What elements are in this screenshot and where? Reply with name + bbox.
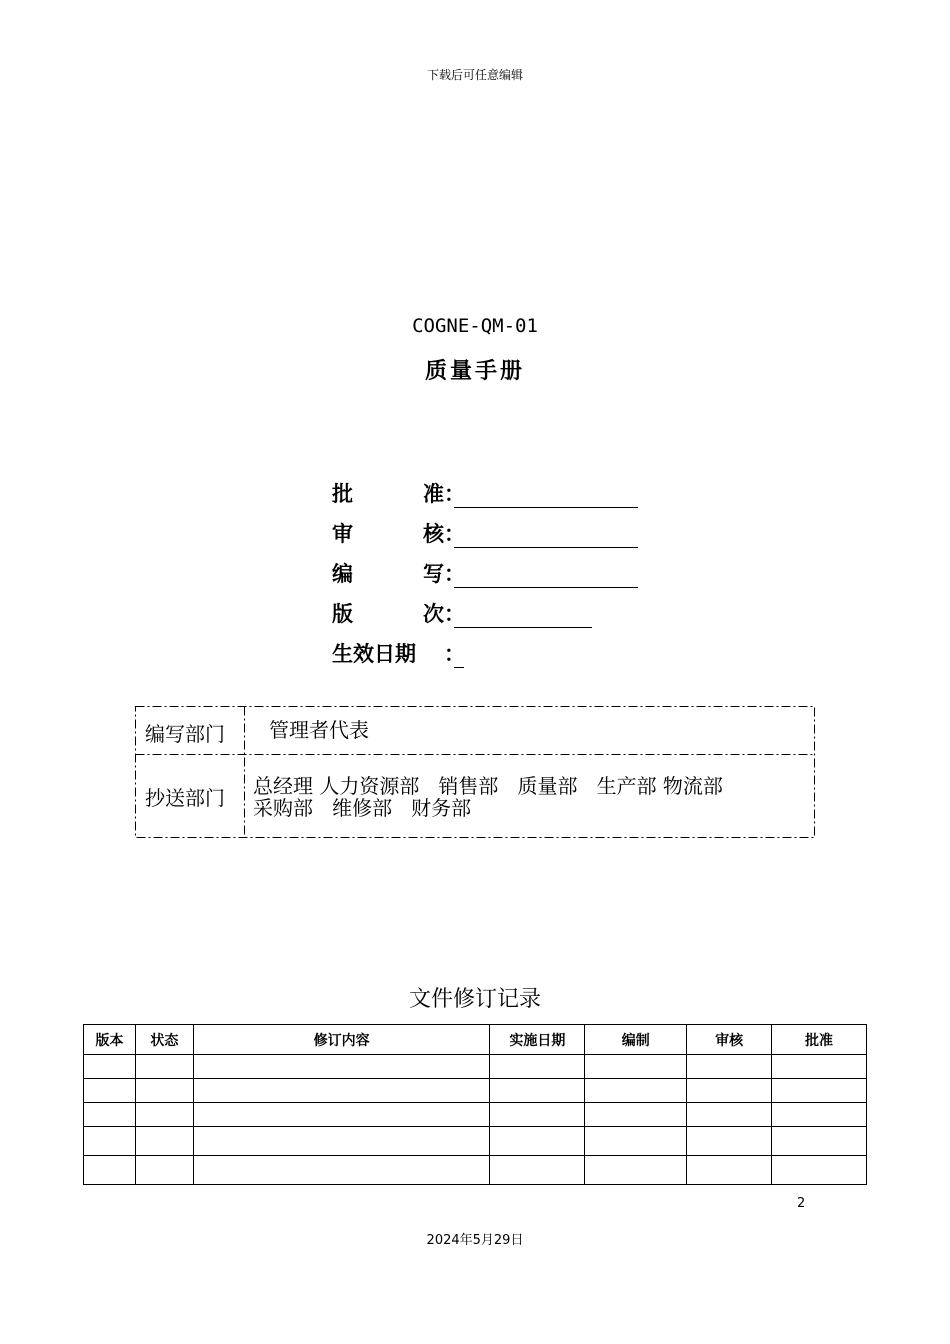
header-approved-by: 批准: [772, 1025, 867, 1055]
signoff-review-label: [332, 518, 444, 548]
signoff-version-colon: ：: [444, 602, 465, 626]
page-number: 2: [797, 1196, 806, 1211]
table-row: [84, 1055, 867, 1079]
table-cell[interactable]: [135, 1156, 193, 1185]
table-cell[interactable]: [490, 1103, 585, 1127]
table-cell[interactable]: [135, 1055, 193, 1079]
header-prepared-by: 编制: [585, 1025, 687, 1055]
signoff-approve-char-1: 批: [332, 482, 353, 506]
table-cell[interactable]: [687, 1055, 772, 1079]
table-cell[interactable]: [585, 1127, 687, 1156]
table-cell[interactable]: [687, 1079, 772, 1103]
revision-table: [83, 1024, 867, 1185]
table-cell[interactable]: [585, 1103, 687, 1127]
revision-record-title: 文件修订记录: [408, 987, 541, 1012]
table-cell[interactable]: [84, 1103, 136, 1127]
signoff-effective-date-label: [332, 638, 444, 668]
signoff-author-row: [332, 558, 638, 588]
signoff-effective-date-text: 生效日期: [332, 642, 416, 666]
table-cell[interactable]: [135, 1127, 193, 1156]
signoff-review-row: [332, 518, 638, 548]
signoff-version-label: [332, 598, 444, 628]
header-effective-date: 实施日期: [490, 1025, 585, 1055]
table-cell[interactable]: [193, 1055, 490, 1079]
table-cell[interactable]: [772, 1127, 867, 1156]
table-cell[interactable]: [687, 1156, 772, 1185]
signoff-effective-date-line[interactable]: [454, 645, 464, 668]
table-cell[interactable]: [585, 1079, 687, 1103]
signoff-approve-row: [332, 478, 638, 508]
table-cell[interactable]: [193, 1127, 490, 1156]
table-cell[interactable]: [772, 1156, 867, 1185]
table-cell[interactable]: [687, 1103, 772, 1127]
signoff-author-char-1: 编: [332, 562, 353, 586]
signoff-version-char-2: 次: [423, 602, 444, 626]
signoff-author-colon: ：: [444, 562, 465, 586]
signoff-review-char-1: 审: [332, 522, 353, 546]
signoff-review-colon: ：: [444, 522, 465, 546]
table-cell[interactable]: [135, 1103, 193, 1127]
signoff-approve-label: [332, 478, 444, 508]
table-cell[interactable]: [585, 1055, 687, 1079]
department-box-outline: [136, 707, 815, 838]
table-row: [84, 1103, 867, 1127]
table-cell[interactable]: [585, 1156, 687, 1185]
signoff-author-label: [332, 558, 444, 588]
table-cell[interactable]: [490, 1079, 585, 1103]
signoff-approve-colon: ：: [444, 482, 465, 506]
department-box-borders: [135, 706, 815, 838]
table-row: [84, 1156, 867, 1185]
table-cell[interactable]: [490, 1127, 585, 1156]
table-cell[interactable]: [490, 1156, 585, 1185]
header-version: 版本: [84, 1025, 136, 1055]
revision-table-header: [84, 1025, 867, 1055]
author-department-value: 管理者代表: [269, 718, 369, 742]
table-cell[interactable]: [193, 1103, 490, 1127]
table-cell[interactable]: [772, 1103, 867, 1127]
signoff-version-char-1: 版: [332, 602, 353, 626]
table-row: [84, 1079, 867, 1103]
document-title: 质量手册: [424, 359, 525, 384]
table-cell[interactable]: [687, 1127, 772, 1156]
cc-department-line-2: 采购部 维修部 财务部: [253, 796, 472, 820]
document-code: COGNE-QM-01: [412, 315, 538, 337]
signoff-review-char-2: 核: [423, 522, 444, 546]
signoff-effective-date-row: [332, 638, 464, 668]
signoff-effective-date-colon: ：: [444, 642, 465, 666]
signoff-version-line[interactable]: [454, 605, 592, 628]
department-box: [135, 706, 815, 838]
table-cell[interactable]: [84, 1156, 136, 1185]
table-cell[interactable]: [135, 1079, 193, 1103]
header-reviewed-by: 审核: [687, 1025, 772, 1055]
table-row: [84, 1127, 867, 1156]
signoff-approve-char-2: 准: [423, 482, 444, 506]
cc-department-line-1: 总经理 人力资源部 销售部 质量部 生产部 物流部: [253, 774, 723, 798]
table-cell[interactable]: [490, 1055, 585, 1079]
table-cell[interactable]: [193, 1079, 490, 1103]
signoff-author-char-2: 写: [423, 562, 444, 586]
author-department-label: 编写部门: [145, 722, 225, 746]
table-cell[interactable]: [84, 1127, 136, 1156]
cc-department-label: 抄送部门: [145, 786, 225, 810]
table-cell[interactable]: [193, 1156, 490, 1185]
table-cell[interactable]: [84, 1079, 136, 1103]
signoff-author-line[interactable]: [454, 565, 638, 588]
header-status: 状态: [135, 1025, 193, 1055]
signoff-review-line[interactable]: [454, 525, 638, 548]
header-note: 下载后可任意编辑: [426, 68, 523, 82]
footer-date: 2024年5月29日: [426, 1233, 524, 1248]
header-revision-content: 修订内容: [193, 1025, 490, 1055]
table-cell[interactable]: [772, 1079, 867, 1103]
signoff-approve-line[interactable]: [454, 485, 638, 508]
table-cell[interactable]: [84, 1055, 136, 1079]
table-cell[interactable]: [772, 1055, 867, 1079]
signoff-version-row: [332, 598, 592, 628]
